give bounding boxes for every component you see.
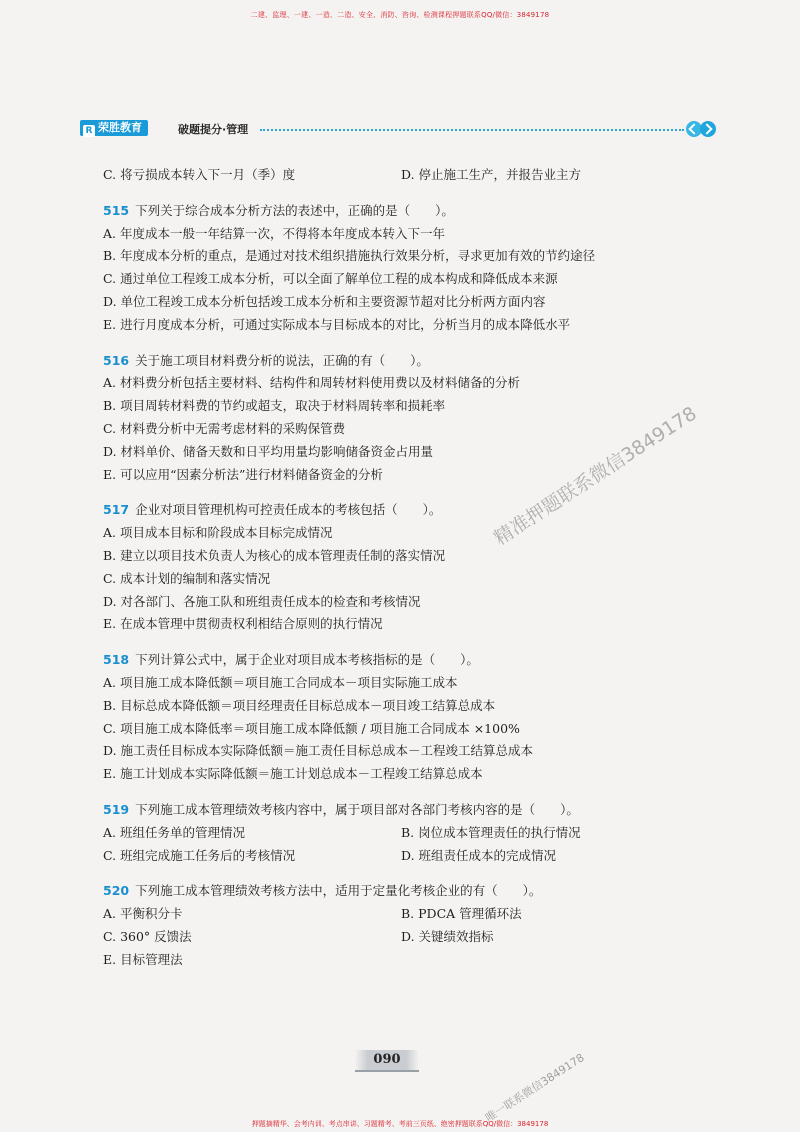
next-arrow-icon (700, 121, 716, 137)
question-list (103, 164, 703, 972)
option-a: A. 班组任务单的管理情况 (103, 824, 245, 840)
page-number: 090 (355, 1050, 419, 1072)
option-e: E. 施工计划成本实际降低额＝施工计划总成本－工程竣工结算总成本 (103, 766, 483, 782)
question-stem (103, 350, 703, 373)
option-a: A. 材料费分析包括主要材料、结构件和周转材料使用费以及材料储备的分析 (103, 375, 520, 391)
header-dotted-divider (260, 129, 684, 131)
question-519 (103, 799, 703, 867)
option-a: A. 项目施工成本降低额＝项目施工合同成本－项目实际施工成本 (103, 674, 458, 690)
question-number: 517 (103, 502, 130, 518)
option-b: B. PDCA 管理循环法 (401, 906, 522, 922)
option-c: C. 通过单位工程竣工成本分析，可以全面了解单位工程的成本构成和降低成本来源 (103, 271, 558, 287)
option-d: D. 材料单价、储备天数和日平均用量均影响储备资金占用量 (103, 443, 434, 459)
logo-mark-icon: R (83, 125, 95, 137)
question-515 (103, 200, 703, 337)
option-d: D. 班组责任成本的完成情况 (401, 847, 557, 863)
question-number: 519 (103, 801, 130, 817)
question-text: 企业对项目管理机构可控责任成本的考核包括（ ）。 (135, 502, 442, 518)
option-a: A. 平衡积分卡 (103, 906, 183, 922)
option-e: E. 目标管理法 (103, 951, 183, 967)
option-b: B. 建立以项目技术负责人为核心的成本管理责任制的落实情况 (103, 547, 446, 563)
option-d: D. 对各部门、各施工队和班组责任成本的检查和考核情况 (103, 593, 421, 609)
question-number: 518 (103, 652, 130, 668)
watermark-text: 精准押题联系微信3849178 (490, 402, 701, 550)
option-c: C. 材料费分析中无需考虑材料的采购保管费 (103, 420, 346, 436)
question-517 (103, 499, 703, 636)
option-d: D. 施工责任目标成本实际降低额＝施工责任目标总成本－工程竣工结算总成本 (103, 743, 534, 759)
question-518 (103, 649, 703, 786)
option-b: B. 年度成本分析的重点，是通过对技术组织措施执行效果分析，寻求更加有效的节约途径 (103, 248, 596, 264)
question-number: 516 (103, 352, 130, 368)
question-number: 515 (103, 202, 130, 218)
option-b: B. 项目周转材料费的节约或超支，取决于材料周转率和损耗率 (103, 398, 446, 414)
option-e: E. 进行月度成本分析，可通过实际成本与目标成本的对比，分析当月的成本降低水平 (103, 316, 571, 332)
page-header (80, 120, 720, 138)
question-stem (103, 200, 703, 223)
option-c: C. 将亏损成本转入下一月（季）度 (103, 167, 296, 182)
question-stem (103, 880, 703, 903)
brand-logo (80, 120, 148, 136)
question-number: 520 (103, 883, 130, 899)
bottom-promo-note: 押题摘精华、会考内训、考点串讲、习题精考、考前三页纸、绝密押题联系QQ/微信：3849178 (251, 1120, 549, 1128)
option-c: C. 项目施工成本降低率＝项目施工成本降低额 / 项目施工合同成本 ×100% (103, 720, 520, 736)
option-b: B. 岗位成本管理责任的执行情况 (401, 824, 581, 840)
option-row (103, 903, 703, 926)
option-c: C. 班组完成施工任务后的考核情况 (103, 847, 296, 863)
question-text: 下列关于综合成本分析方法的表述中，正确的是（ ）。 (135, 202, 454, 218)
question-text: 下列计算公式中，属于企业对项目成本考核指标的是（ ）。 (135, 652, 479, 668)
question-text: 下列施工成本管理绩效考核方法中，适用于定量化考核企业的有（ ）。 (135, 883, 542, 899)
question-520 (103, 880, 703, 971)
option-d: D. 单位工程竣工成本分析包括竣工成本分析和主要资源节超对比分析两方面内容 (103, 293, 546, 309)
option-a: A. 项目成本目标和阶段成本目标完成情况 (103, 525, 333, 541)
option-a: A. 年度成本一般一年结算一次，不得将本年度成本转入下一年 (103, 225, 445, 241)
option-row (103, 845, 703, 868)
option-d: D. 停止施工生产，并报告业主方 (401, 167, 582, 182)
option-e: E. 可以应用“因素分析法”进行材料储备资金的分析 (103, 466, 383, 482)
option-d: D. 关键绩效指标 (401, 928, 494, 944)
option-c: C. 成本计划的编制和落实情况 (103, 570, 271, 586)
option-e: E. 在成本管理中贯彻责权利相结合原则的执行情况 (103, 616, 383, 632)
section-title: 破题提分·管理 (178, 123, 249, 136)
question-stem (103, 499, 703, 522)
logo-text: 荣胜教育 (98, 121, 142, 134)
top-promo-note: 二建、监理、一建、一造、二造、安全、消防、咨询、检测课程押题联系QQ/微信：3849178 (250, 11, 550, 19)
option-row (103, 822, 703, 845)
option-row (103, 926, 703, 949)
question-stem (103, 649, 703, 672)
carryover-options (103, 164, 703, 187)
question-text: 下列施工成本管理绩效考核内容中，属于项目部对各部门考核内容的是（ ）。 (135, 801, 579, 817)
question-stem (103, 799, 703, 822)
header-nav-circles (686, 120, 720, 138)
question-text: 关于施工项目材料费分析的说法，正确的有（ ）。 (135, 352, 429, 368)
watermark-text-footer: 唯一联系微信3849178 (483, 1051, 587, 1125)
option-b: B. 目标总成本降低额＝项目经理责任目标总成本－项目竣工结算总成本 (103, 697, 496, 713)
option-c: C. 360° 反馈法 (103, 928, 192, 944)
